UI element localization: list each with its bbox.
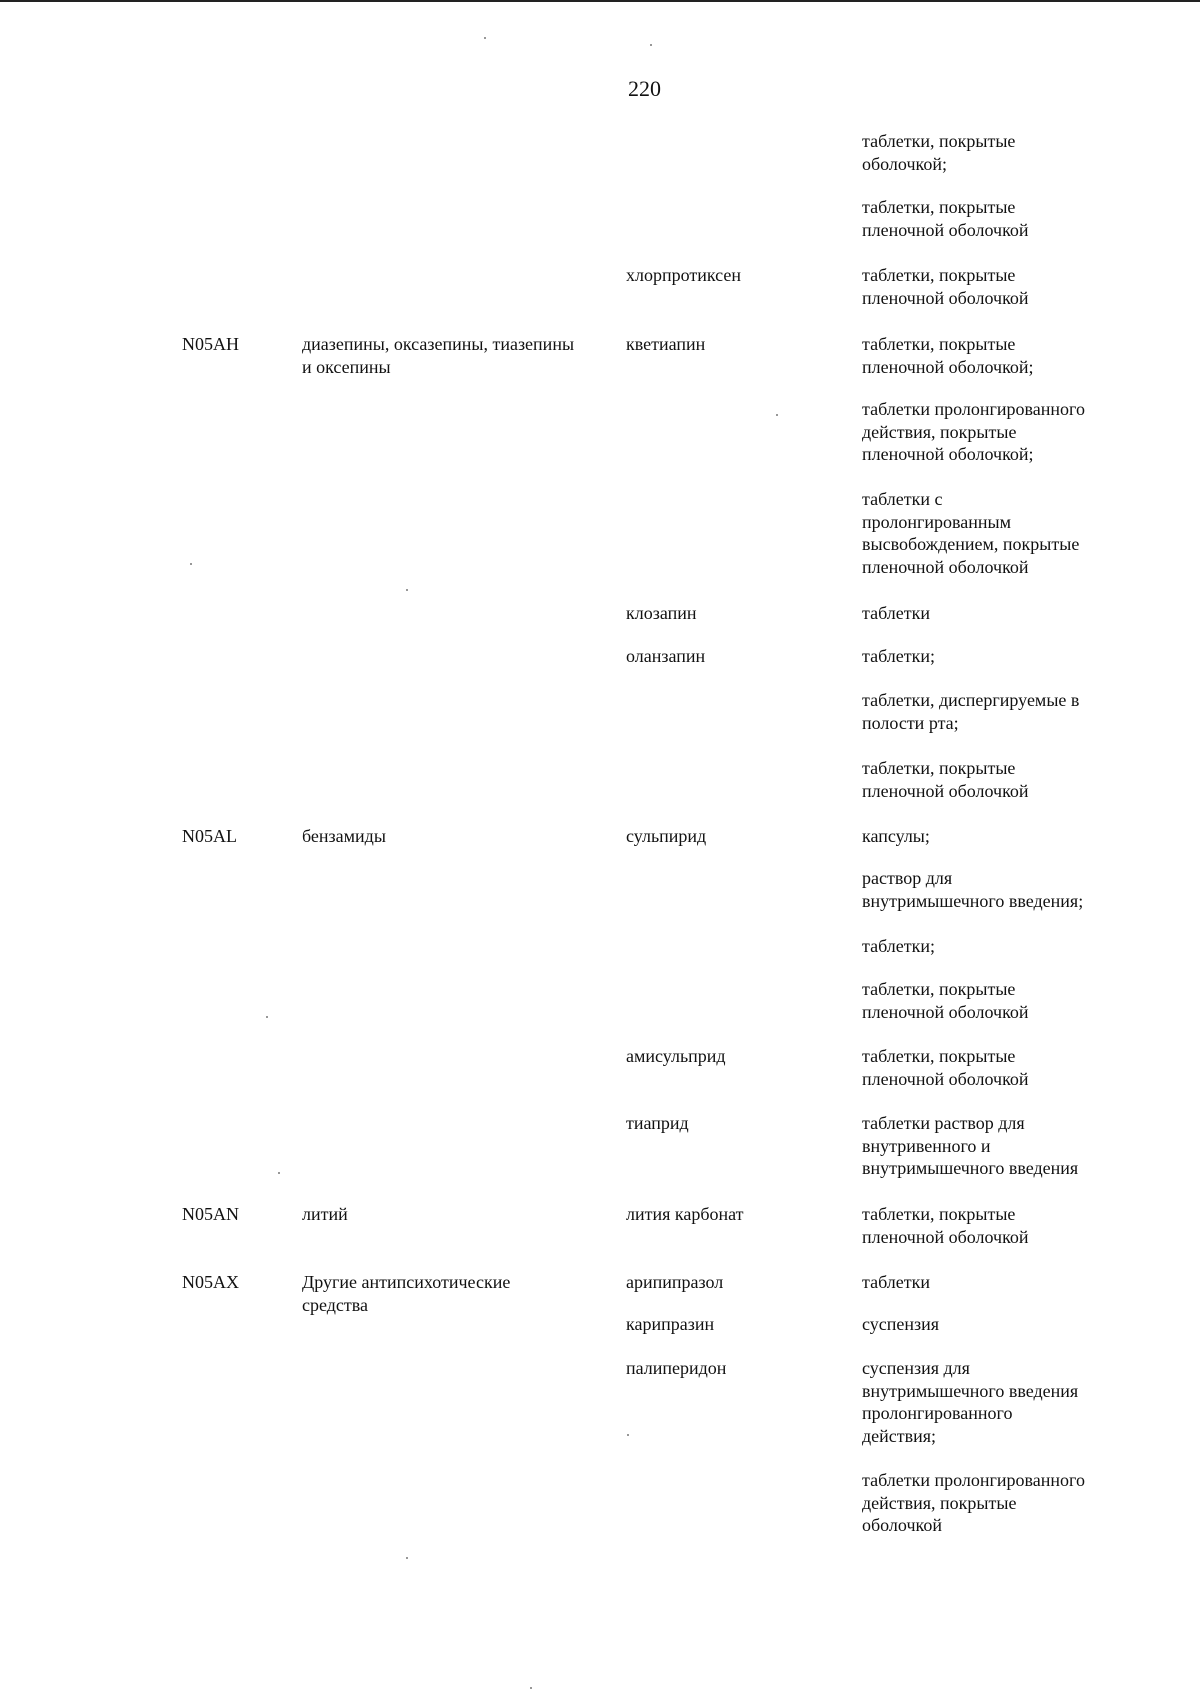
- dosage-form: таблетки с пролонгированным высвобождением, покрытые пленочной оболочкой: [862, 489, 1080, 577]
- drug-group: диазепины, оксазепины, тиазепины и оксепины: [302, 334, 575, 377]
- dosage-form: таблетки, покрытые пленочной оболочкой: [862, 979, 1029, 1022]
- drug-name: сульпирид: [626, 826, 707, 846]
- drug-name: палиперидон: [626, 1358, 727, 1378]
- dosage-form: суспензия: [862, 1314, 940, 1334]
- dosage-form: капсулы;: [862, 826, 930, 846]
- drug-group: бензамиды: [302, 826, 386, 846]
- dosage-form: таблетки, покрытые пленочной оболочкой: [862, 758, 1029, 801]
- drug-name: клозапин: [626, 603, 697, 623]
- drug-name: карипразин: [626, 1314, 715, 1334]
- scan-speck: [278, 1172, 280, 1174]
- drug-name: кветиапин: [626, 334, 706, 354]
- dosage-form: таблетки, покрытые оболочкой;: [862, 131, 1016, 174]
- atc-code: N05AH: [182, 334, 239, 354]
- drug-name: оланзапин: [626, 646, 706, 666]
- dosage-form: таблетки, покрытые пленочной оболочкой: [862, 1204, 1029, 1247]
- scan-speck: [650, 44, 652, 46]
- drug-name: лития карбонат: [626, 1204, 744, 1224]
- atc-code: N05AN: [182, 1204, 239, 1224]
- dosage-form: таблетки, покрытые пленочной оболочкой: [862, 1046, 1029, 1089]
- drug-name: амисульприд: [626, 1046, 726, 1066]
- scan-speck: [406, 589, 408, 591]
- scan-speck: [190, 563, 192, 565]
- drug-name: арипипразол: [626, 1272, 724, 1292]
- drug-group: литий: [302, 1204, 348, 1224]
- dosage-form: таблетки пролонгированного действия, покрытые оболочкой: [862, 1470, 1085, 1535]
- dosage-form: таблетки;: [862, 646, 936, 666]
- atc-code: N05AL: [182, 826, 237, 846]
- dosage-form: раствор для внутримышечного введения;: [862, 868, 1084, 911]
- scan-speck: [530, 1687, 532, 1689]
- atc-code: N05AX: [182, 1272, 239, 1292]
- page-number: 220: [628, 76, 661, 101]
- dosage-form: таблетки, диспергируемые в полости рта;: [862, 690, 1080, 733]
- dosage-form: суспензия для внутримышечного введения пролонгированного действия;: [862, 1358, 1079, 1446]
- drug-group: Другие антипсихотические средства: [302, 1272, 511, 1315]
- dosage-form: таблетки: [862, 603, 931, 623]
- scan-speck: [484, 37, 486, 39]
- dosage-form: таблетки, покрытые пленочной оболочкой: [862, 265, 1029, 308]
- scan-speck: [406, 1557, 408, 1559]
- dosage-form: таблетки, покрытые пленочной оболочкой: [862, 197, 1029, 240]
- dosage-form: таблетки раствор для внутривенного и внутримышечного введения: [862, 1113, 1079, 1178]
- dosage-form: таблетки, покрытые пленочной оболочкой;: [862, 334, 1034, 377]
- scan-speck: [776, 414, 778, 416]
- drug-name: тиаприд: [626, 1113, 689, 1133]
- dosage-form: таблетки: [862, 1272, 931, 1292]
- dosage-form: таблетки пролонгированного действия, покрытые пленочной оболочкой;: [862, 399, 1085, 464]
- scan-speck: [266, 1016, 268, 1018]
- drug-name: хлорпротиксен: [626, 265, 742, 285]
- dosage-form: таблетки;: [862, 936, 936, 956]
- top-border-line: [0, 0, 1200, 2]
- scan-speck: [627, 1434, 629, 1436]
